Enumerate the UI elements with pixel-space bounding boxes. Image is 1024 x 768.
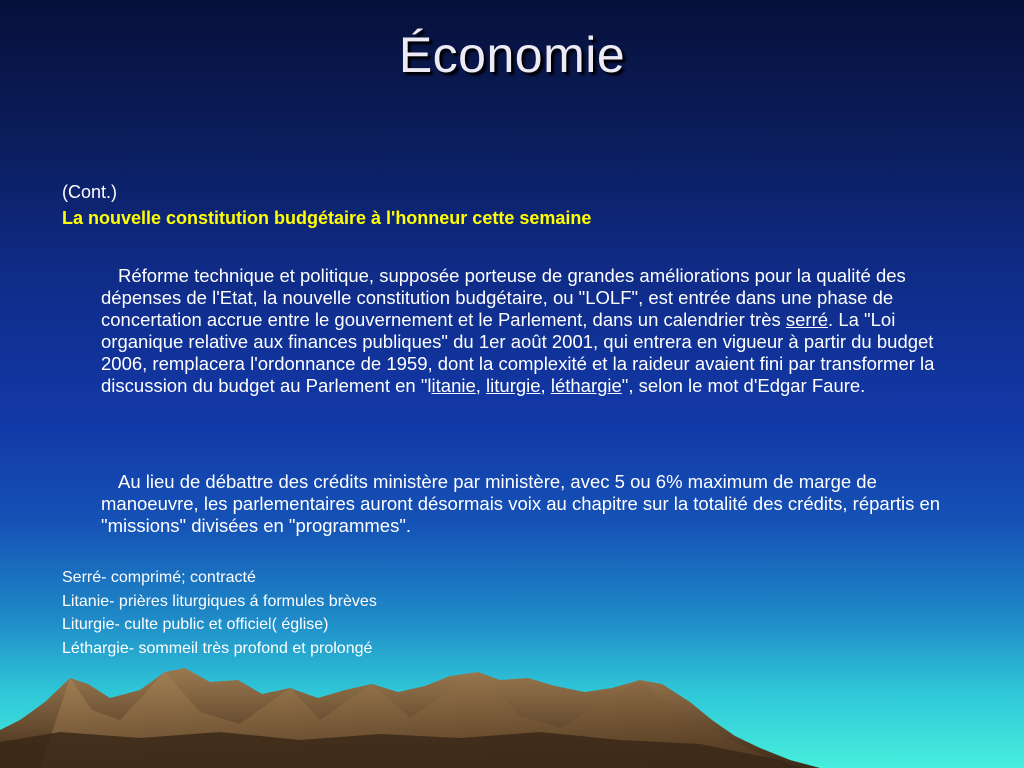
paragraph-credits (101, 471, 971, 537)
paragraph-text: Au lieu de débattre des crédits ministère par ministère, avec 5 ou 6% maximum de marge de manoeuvre, les parlementaires auront désormais voix au chapitre sur la totalité des crédits, répartis en "missions" divisées en "programmes". (101, 471, 941, 536)
separator: , (540, 375, 551, 396)
glossary-item-lethargie: Léthargie- sommeil très profond et prolongé (62, 639, 373, 657)
paragraph-text: . La "Loi organique relative aux finances publiques" du 1er août 2001, qui entrera en vigueur à partir du budget 2006, remplacera l'ordonnance de 1959, dont la complexité et la raideur avaient fini par transformer la discussion du budget au Parlement en "l (101, 309, 935, 396)
paragraph-text: Réforme technique et politique, supposée porteuse de grandes améliorations pour la qualité des dépenses de l'Etat, la nouvelle constitution budgétaire, ou "LOLF", est entrée dans une phase de concertation accrue entre le gouvernement et le Parlement, dans un calendrier très (101, 265, 906, 330)
separator: , (475, 375, 487, 396)
link-serre[interactable]: serré (785, 309, 829, 330)
link-litanie[interactable]: itanie (431, 375, 476, 396)
glossary-item-serre: Serré- comprimé; contracté (62, 569, 256, 586)
paragraph-text: ", selon le mot d'Edgar Faure. (621, 375, 866, 396)
paragraph-lolf (101, 265, 971, 397)
mountain-landscape (0, 620, 1024, 768)
glossary-item-litanie: Litanie- prières liturgiques á formules brèves (62, 592, 377, 610)
slide-subtitle: La nouvelle constitution budgétaire à l'honneur cette semaine (62, 208, 592, 228)
cont-label: (Cont.) (62, 182, 118, 202)
glossary-item-liturgie: Liturgie- culte public et officiel( église) (62, 616, 329, 633)
slide-title: Économie (398, 27, 626, 83)
link-liturgie[interactable]: liturgie (486, 375, 541, 396)
link-lethargie[interactable]: léthargie (550, 375, 622, 396)
